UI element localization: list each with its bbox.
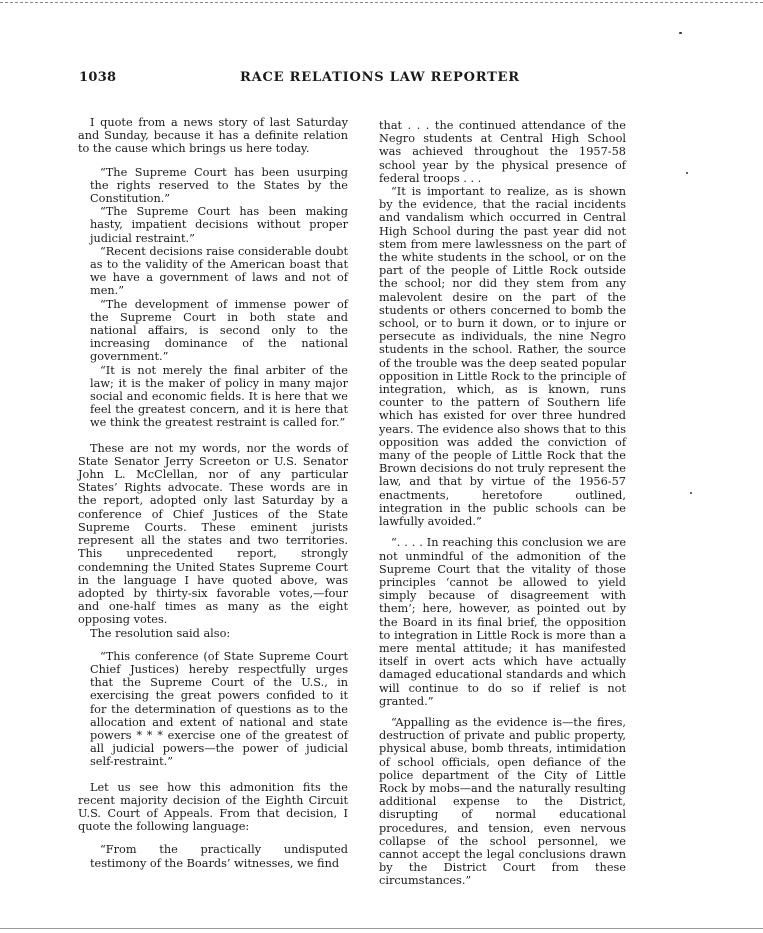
admonition-paragraph: Let us see how this admonition fits the recent majority decision of the Eighth Circuit U.S. Court of Appeals. From that decision, I quote the following language: (78, 780, 348, 834)
top-border (0, 2, 763, 3)
resolution-quote: “This conference (of State Supreme Court Chief Justices) hereby respectfully urges that the Supreme Court of the U.S., in exercising the great powers confided to it for the determination of questions as to the allocation and extent of national and state powers * * * exercise one of the greatest of all judicial powers—the power of judicial self-restraint.” (90, 649, 348, 769)
news-quote-5: “It is not merely the final arbiter of the law; it is the maker of policy in many major social and economic fields. It is here that we feel the greatest concern, and it is here that we think the greatest restraint is called for.” (90, 363, 348, 430)
resolution-intro: The resolution said also: (90, 626, 231, 640)
news-quote-block (90, 166, 348, 430)
page-number: 1038 (79, 70, 117, 85)
court-quote-start: “From the practically undisputed testimony of the Boards’ witnesses, we find (90, 843, 348, 870)
important-paragraph: “It is important to realize, as is shown by the evidence, that the racial incidents and vandalism which occurred in Central High School during the past year did not stem from mere lawlessness on the part of the white students in the school, or on the part of the people of Little Rock outside the school; nor did they stem from any malevolent desire on the part of the students or others concerned to bomb the school, or to burn it down, or to injure or persecute as individuals, the nine Negro students in the school. Rather, the source of the trouble was the deep seated popular opposition in Little Rock to the principle of integration, which, as is known, runs counter to the pattern of Southern life which has existed for over three hundred years. The evidence also shows that to this opposition was added the conviction of many of the people of Little Rock that the Brown decisions do not truly represent the law, and that by virtue of the 1956-57 enactments, heretofore outlined, integration in the public schools can be lawfully avoided.” (379, 185, 626, 529)
bottom-border (0, 928, 763, 929)
news-quote-3: “Recent decisions raise considerable doubt as to the validity of the American boast that we have a government of laws and not of men.” (90, 244, 349, 298)
scan-speck (679, 32, 682, 34)
left-column (78, 116, 348, 870)
scan-speck (686, 172, 688, 174)
intro-paragraph: I quote from a news story of last Saturday and Sunday, because it has a definite relation to the cause which brings us here today. (78, 116, 348, 156)
reaching-paragraph: “. . . . In reaching this conclusion we are not unmindful of the admonition of the Supreme Court that the vitality of those principles ‘cannot be allowed to yield simply because of disagreement with them’; here, however, as pointed out by the Board in its final brief, the opposition to integration in Little Rock is more than a mere mental attitude; it has manifested itself in overt acts which have actually damaged educational standards and which will continue to do so if relief is not granted.” (379, 536, 626, 708)
court-quote-block (90, 843, 348, 869)
appalling-paragraph: “Appalling as the evidence is—the fires, destruction of private and public property, physical abuse, bomb threats, intimidation of school officials, open defiance of the police department of the City of Little Rock by mobs—and the naturally resulting additional expense to the District, disrupting of normal educational procedures, and tension, even nervous collapse of the school personnel, we cannot accept the legal conclusions drawn by the District Court from these circumstances.” (379, 715, 626, 888)
running-head: RACE RELATIONS LAW REPORTER (240, 70, 520, 85)
scan-speck (690, 492, 692, 494)
not-my-words-paragraph: These are not my words, nor the words of State Senator Jerry Screeton or U.S. Senator John L. McClellan, nor of any particular States’ Rights advocate. These words are in the report, adopted only last Saturday by a conference of Chief Justices of the State Supreme Courts. These eminent jurists represent all the states and two territories. This unprecedented report, strongly condemning the United States Supreme Court in the language I have quoted above, was adopted by thirty-six favorable votes,—four and one-half times as many as the eight opposing votes. (78, 441, 348, 627)
court-quote-continuation: that . . . the continued attendance of the Negro students at Central High School was achieved throughout the 1957-58 school year by the physical presence of federal troops . . . (379, 119, 626, 185)
news-quote-4: “The development of immense power of the Supreme Court in both state and national affairs, is second only to the increasing dominance of the national government.” (90, 297, 348, 364)
news-quote-2: “The Supreme Court has been making hasty, impatient decisions without proper judicial restraint.” (90, 205, 348, 245)
news-quote-1: “The Supreme Court has been usurping the rights reserved to the States by the Constitution.” (90, 165, 348, 206)
resolution-quote-block (90, 650, 348, 769)
right-column (379, 119, 626, 888)
